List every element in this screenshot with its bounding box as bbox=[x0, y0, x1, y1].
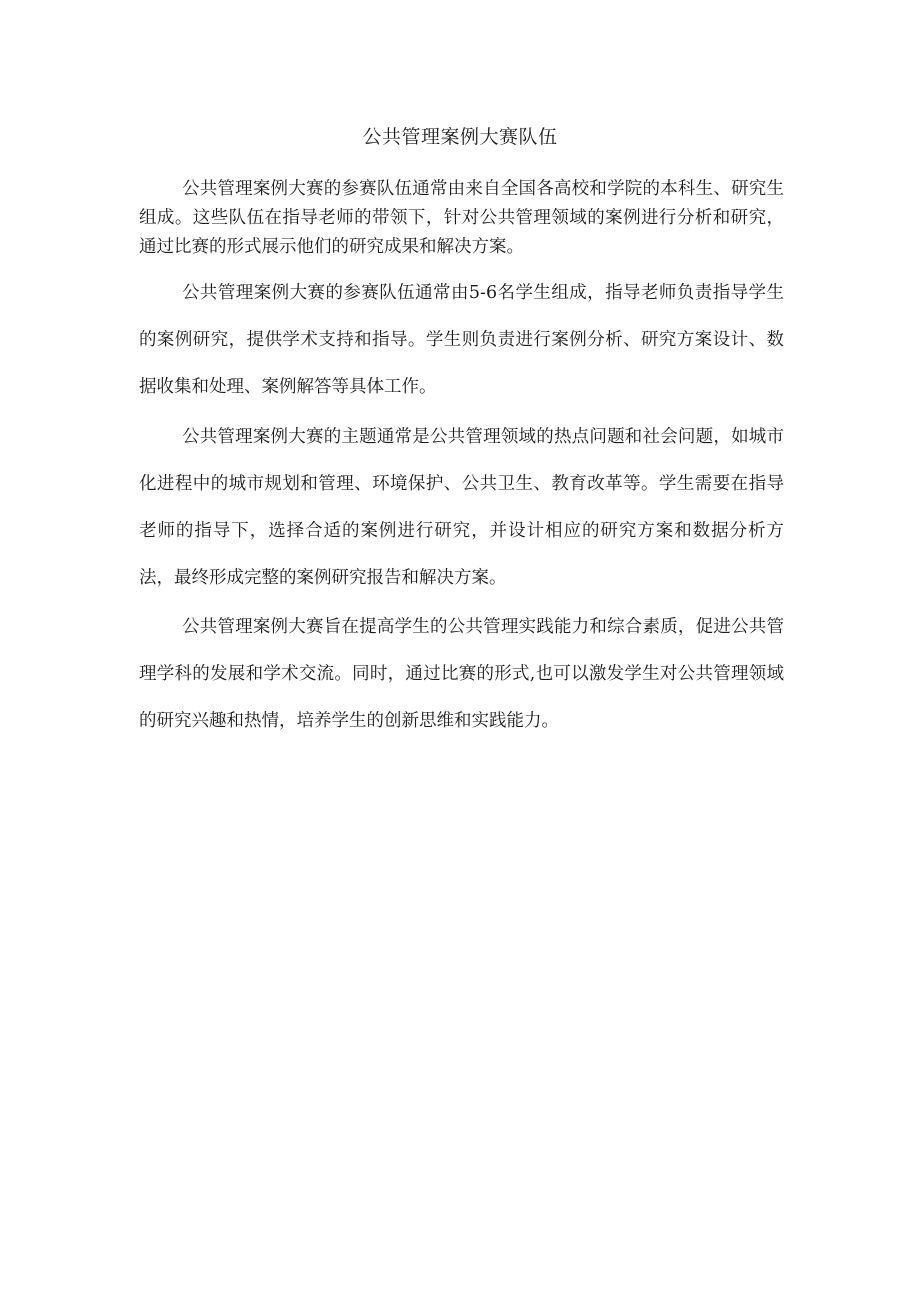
paragraph-intro: 公共管理案例大赛的参赛队伍通常由来自全国各高校和学院的本科生、研究生组成。这些队伍在指导老师的带领下，针对公共管理领域的案例进行分析和研究，通过比赛的形式展示他们的研究成果和解决方案。 bbox=[139, 179, 784, 257]
paragraph-team-composition: 公共管理案例大赛的参赛队伍通常由5-6名学生组成，指导老师负责指导学生的案例研究，提供学术支持和指导。学生则负责进行案例分析、研究方案设计、数据收集和处理、案例解答等具体工作。 bbox=[139, 283, 784, 397]
paragraph-competition-topics: 公共管理案例大赛的主题通常是公共管理领域的热点问题和社会问题，如城市化进程中的城市规划和管理、环境保护、公共卫生、教育改革等。学生需要在指导老师的指导下，选择合适的案例进行研究，并设计相应的研究方案和数据分析方法，最终形成完整的案例研究报告和解决方案。 bbox=[139, 427, 784, 588]
document-title: 公共管理案例大赛队伍 bbox=[362, 126, 558, 148]
paragraph-competition-goals: 公共管理案例大赛旨在提高学生的公共管理实践能力和综合素质，促进公共管理学科的发展和学术交流。同时，通过比赛的形式,也可以激发学生对公共管理领域的研究兴趣和热情，培养学生的创新思维和实践能力。 bbox=[139, 617, 784, 731]
